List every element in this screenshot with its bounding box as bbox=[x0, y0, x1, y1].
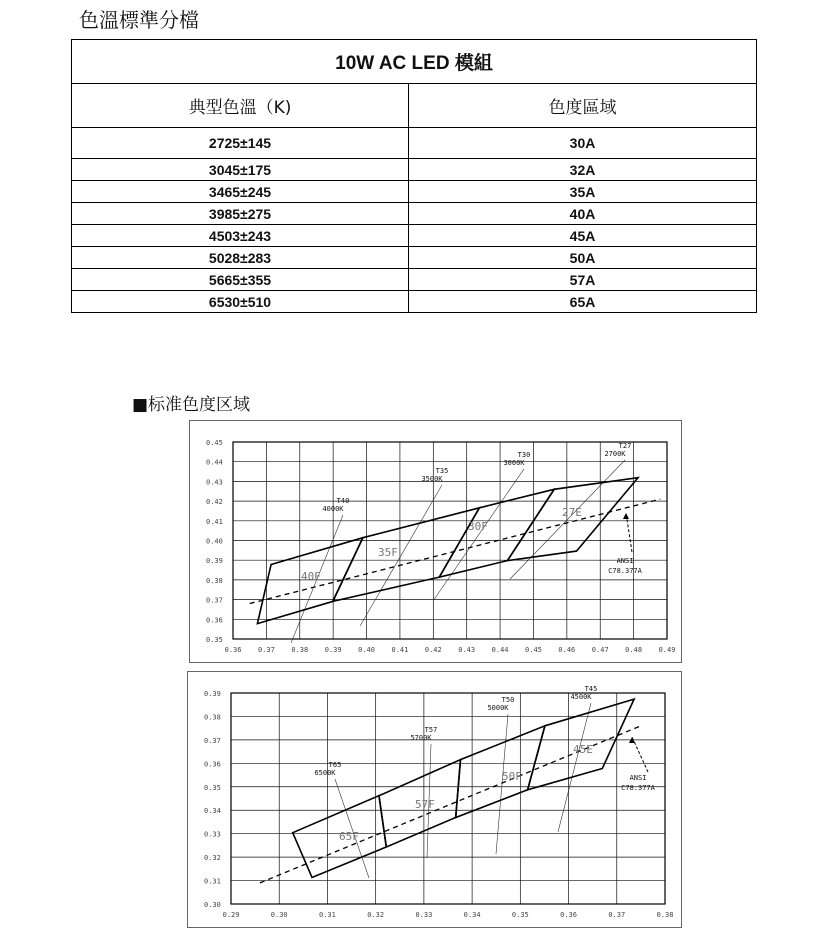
cell-zone: 35A bbox=[409, 181, 757, 203]
cct-temp-label: 2700K bbox=[604, 450, 626, 458]
x-tick-label: 0.29 bbox=[222, 911, 240, 919]
cct-line bbox=[360, 485, 442, 626]
cell-zone: 50A bbox=[409, 247, 757, 269]
cct-line bbox=[335, 779, 369, 878]
y-tick-label: 0.32 bbox=[204, 854, 221, 863]
cct-temp-label: 4500K bbox=[570, 693, 592, 701]
y-tick-label: 0.45 bbox=[206, 439, 223, 447]
cct-code-label: T65 bbox=[328, 761, 342, 769]
zone-quadrilateral bbox=[439, 489, 554, 577]
cct-line bbox=[558, 703, 591, 832]
x-tick-label: 0.30 bbox=[270, 911, 288, 919]
x-tick-label: 0.45 bbox=[525, 646, 542, 654]
y-tick-label: 0.38 bbox=[204, 713, 221, 722]
cct-code-label: T35 bbox=[435, 467, 449, 475]
cct-temp-label: 5700K bbox=[410, 734, 432, 742]
y-tick-label: 0.35 bbox=[206, 636, 223, 644]
x-tick-label: 0.44 bbox=[491, 646, 509, 654]
cct-code-label: T30 bbox=[517, 451, 531, 459]
page-title: 色溫標準分檔 bbox=[79, 8, 199, 32]
chart-panel-cool bbox=[187, 671, 682, 928]
y-tick-label: 0.30 bbox=[204, 901, 221, 909]
zone-label: 35F bbox=[378, 546, 398, 559]
x-tick-label: 0.40 bbox=[358, 646, 375, 654]
zone-label: 40E bbox=[301, 570, 321, 583]
x-tick-label: 0.32 bbox=[367, 911, 385, 919]
ansi-standard-label: C78.377A bbox=[621, 784, 655, 792]
cell-zone: 40A bbox=[409, 203, 757, 225]
cell-zone: 45A bbox=[409, 225, 757, 247]
y-tick-label: 0.37 bbox=[206, 596, 223, 605]
cell-cct: 3045±175 bbox=[72, 159, 409, 181]
cct-temp-label: 3000K bbox=[503, 459, 525, 467]
cct-temp-label: 5000K bbox=[487, 704, 509, 712]
y-tick-label: 0.31 bbox=[204, 877, 221, 886]
zone-quadrilateral bbox=[507, 478, 638, 561]
column-header-cct: 典型色溫（K) bbox=[72, 84, 409, 128]
y-tick-label: 0.43 bbox=[206, 478, 223, 487]
cell-cct: 3985±275 bbox=[72, 203, 409, 225]
y-tick-label: 0.38 bbox=[206, 576, 223, 585]
y-tick-label: 0.36 bbox=[206, 616, 223, 625]
zone-label: 27E bbox=[562, 506, 582, 519]
y-tick-label: 0.40 bbox=[206, 537, 223, 546]
y-tick-label: 0.33 bbox=[204, 830, 221, 839]
zone-label: 57F bbox=[415, 798, 435, 811]
x-tick-label: 0.49 bbox=[658, 646, 676, 654]
cct-temp-label: 3500K bbox=[421, 475, 443, 483]
ansi-label: ANSI bbox=[629, 774, 647, 782]
y-tick-label: 0.34 bbox=[204, 807, 221, 816]
ansi-standard-label: C78.377A bbox=[608, 567, 642, 575]
x-tick-label: 0.41 bbox=[391, 646, 409, 654]
cell-zone: 32A bbox=[409, 159, 757, 181]
x-tick-label: 0.38 bbox=[656, 911, 674, 919]
cell-zone: 57A bbox=[409, 269, 757, 291]
cct-line bbox=[510, 460, 625, 579]
cct-temp-label: 4000K bbox=[322, 505, 344, 513]
y-tick-label: 0.36 bbox=[204, 760, 221, 769]
x-tick-label: 0.37 bbox=[608, 911, 626, 919]
zone-quadrilateral bbox=[333, 508, 480, 602]
x-tick-label: 0.39 bbox=[324, 646, 342, 654]
x-tick-label: 0.47 bbox=[591, 646, 609, 654]
x-tick-label: 0.36 bbox=[224, 646, 242, 654]
y-tick-label: 0.44 bbox=[206, 458, 223, 467]
chromaticity-chart-cool bbox=[188, 672, 681, 927]
zone-label: 30F bbox=[468, 520, 488, 533]
y-tick-label: 0.35 bbox=[204, 783, 221, 792]
zone-label: 50F bbox=[502, 770, 522, 783]
chromaticity-chart-warm bbox=[190, 421, 681, 662]
cct-code-label: T50 bbox=[501, 696, 515, 704]
x-tick-label: 0.42 bbox=[424, 646, 442, 654]
zone-label: 65F bbox=[339, 830, 359, 843]
cct-line bbox=[496, 714, 508, 854]
x-tick-label: 0.31 bbox=[319, 911, 336, 919]
y-tick-label: 0.39 bbox=[204, 690, 221, 698]
x-tick-label: 0.48 bbox=[625, 646, 643, 654]
y-tick-label: 0.37 bbox=[204, 736, 221, 745]
cell-cct: 5028±283 bbox=[72, 247, 409, 269]
cct-code-label: T57 bbox=[424, 726, 438, 734]
cell-zone: 65A bbox=[409, 291, 757, 313]
cct-code-label: T40 bbox=[336, 497, 350, 505]
cct-code-label: T27 bbox=[618, 442, 632, 450]
x-tick-label: 0.36 bbox=[560, 911, 577, 919]
x-tick-label: 0.38 bbox=[291, 646, 309, 654]
cct-line bbox=[433, 469, 524, 601]
chart-panel-warm bbox=[189, 420, 682, 663]
section-subtitle: ■标准色度区域 bbox=[132, 395, 251, 415]
x-tick-label: 0.43 bbox=[458, 646, 476, 654]
cell-cct: 4503±243 bbox=[72, 225, 409, 247]
x-tick-label: 0.37 bbox=[257, 646, 275, 654]
table-title: 10W AC LED 模組 bbox=[72, 40, 757, 84]
cell-cct: 5665±355 bbox=[72, 269, 409, 291]
x-tick-label: 0.34 bbox=[463, 911, 481, 919]
ansi-arrow-head bbox=[623, 513, 629, 519]
x-tick-label: 0.33 bbox=[415, 911, 433, 919]
y-tick-label: 0.42 bbox=[206, 498, 223, 507]
cell-zone: 30A bbox=[409, 128, 757, 159]
cell-cct: 2725±145 bbox=[72, 128, 409, 159]
cct-code-label: T45 bbox=[584, 685, 598, 693]
x-tick-label: 0.46 bbox=[558, 646, 576, 654]
color-temperature-table bbox=[71, 39, 757, 313]
cct-temp-label: 6500K bbox=[314, 769, 336, 777]
cell-cct: 3465±245 bbox=[72, 181, 409, 203]
y-tick-label: 0.41 bbox=[206, 517, 223, 526]
ansi-label: ANSI bbox=[616, 557, 634, 565]
x-tick-label: 0.35 bbox=[511, 911, 529, 919]
zone-label: 45E bbox=[573, 743, 593, 756]
column-header-zone: 色度區域 bbox=[409, 84, 757, 128]
plot-frame bbox=[231, 693, 665, 904]
y-tick-label: 0.39 bbox=[206, 557, 223, 566]
cell-cct: 6530±510 bbox=[72, 291, 409, 313]
